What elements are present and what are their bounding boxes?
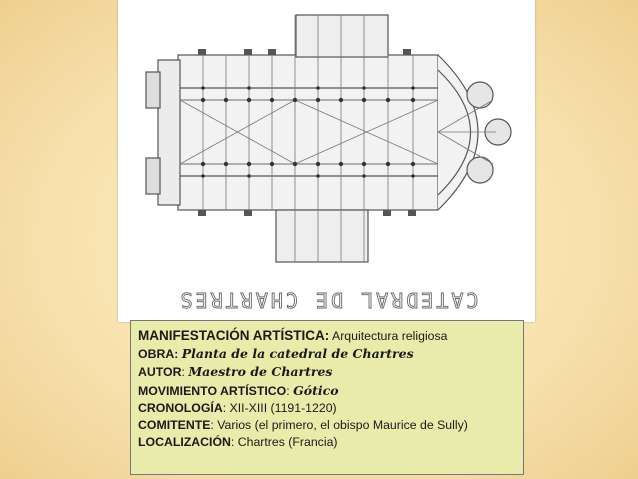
movimiento-label: MOVIMIENTO ARTÍSTICO bbox=[138, 383, 287, 398]
movimiento-separator: : bbox=[286, 383, 294, 398]
autor-separator: : bbox=[181, 365, 189, 380]
localizacion-label: LOCALIZACIÓN bbox=[138, 435, 231, 450]
localizacion-value: : Chartres (Francia) bbox=[230, 435, 338, 450]
manifestacion-value: Arquitectura religiosa bbox=[329, 329, 448, 343]
autor-row bbox=[138, 363, 517, 381]
cronologia-value: : XII-XIII (1191-1220) bbox=[222, 400, 337, 415]
plan-handwritten-caption: CATEDRAL DE CHARTRES bbox=[177, 288, 479, 312]
obra-row bbox=[138, 345, 517, 363]
movimiento-row bbox=[138, 382, 517, 400]
floor-plan-drawing bbox=[118, 0, 535, 322]
movimiento-value: Gótico bbox=[293, 382, 339, 398]
localizacion-row bbox=[138, 434, 517, 451]
comitente-value: : Varios (el primero, el obispo Maurice de Sully) bbox=[210, 418, 468, 433]
artwork-info-box bbox=[130, 320, 524, 475]
cronologia-label: CRONOLOGÍA bbox=[138, 400, 223, 415]
manifestacion-label: MANIFESTACIÓN ARTÍSTICA: bbox=[138, 328, 330, 343]
comitente-row bbox=[138, 417, 517, 434]
cronologia-row bbox=[138, 400, 517, 417]
autor-label: AUTOR bbox=[138, 365, 182, 380]
autor-value: Maestro de Chartres bbox=[188, 364, 333, 380]
obra-value: Planta de la catedral de Chartres bbox=[181, 346, 414, 362]
comitente-label: COMITENTE bbox=[138, 418, 211, 433]
cathedral-floor-plan-image bbox=[118, 0, 535, 322]
manifestacion-row bbox=[138, 327, 517, 345]
obra-label: OBRA: bbox=[138, 347, 179, 362]
